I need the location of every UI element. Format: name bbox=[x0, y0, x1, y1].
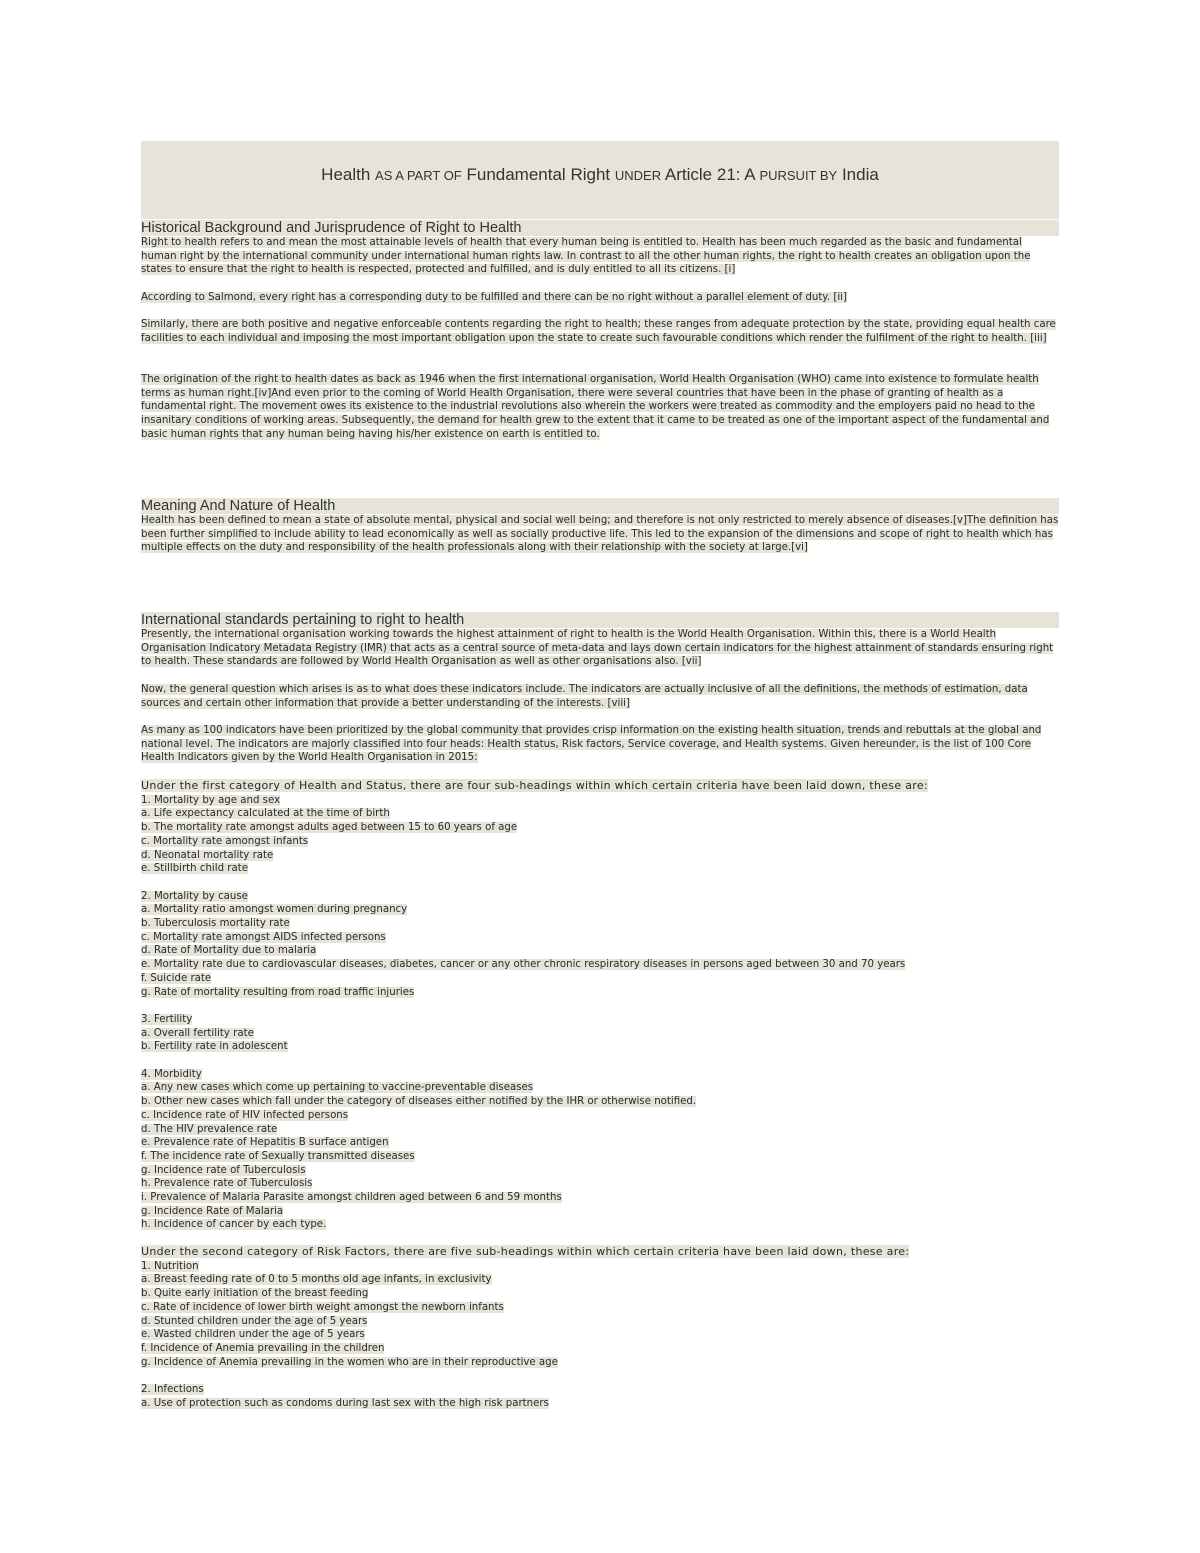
list-item: f. Suicide rate bbox=[141, 972, 212, 984]
list-item: c. Incidence rate of HIV infected persons bbox=[141, 1109, 349, 1121]
list-item: 2. Infections bbox=[141, 1384, 204, 1396]
paragraph-origination: The origination of the right to health dates as back as 1946 when the first international organisation, World Health Organisation (WHO) came into existence to formulate health terms as human right.[iv]And even prior to the coming of World Health Organisation, there were several countries that have been in the phase of granting of health as a fundamental right. The movement owes its existence to the industrial revolutions also wherein the workers were treated as commodity and the employers paid no head to the insanitary conditions of working areas. Subsequently, the demand for health grew to the extent that it came to be treated as one of the important aspect of the fundamental and basic human rights that any human being having his/her existence on earth is entitled to. bbox=[141, 374, 1050, 440]
list-item: 2. Mortality by cause bbox=[141, 890, 248, 902]
list-lead-health-status: Under the first category of Health and Status, there are four sub-headings within which certain criteria have been laid down, these are: bbox=[141, 779, 928, 792]
paragraph-right-to-health: Right to health refers to and mean the most attainable levels of health that every human being is entitled to. Health has been much regarded as the basic and fundamental human right by the international community under international human rights law. In contrast to all the other human rights, the right to health creates an obligation upon the states to ensure that the right to health is respected, protected and fulfilled, and is duly entitled to all its citizens. [i] bbox=[141, 237, 1031, 276]
list-item: a. Life expectancy calculated at the time of birth bbox=[141, 808, 390, 820]
list-item: a. Use of protection such as condoms during last sex with the high risk partners bbox=[141, 1397, 549, 1409]
list-item: b. The mortality rate amongst adults aged between 15 to 60 years of age bbox=[141, 822, 518, 834]
list-item: d. The HIV prevalence rate bbox=[141, 1123, 278, 1135]
list-item: b. Other new cases which fall under the category of diseases either notified by the IHR or otherwise notified. bbox=[141, 1096, 697, 1108]
document-title: Health AS A PART OF Fundamental Right UNDER Article 21: A PURSUIT BY India bbox=[321, 165, 879, 184]
list-item: d. Stunted children under the age of 5 years bbox=[141, 1315, 368, 1327]
health-status-list bbox=[141, 779, 1059, 1232]
list-item: 3. Fertility bbox=[141, 1013, 193, 1025]
list-item: c. Mortality rate amongst infants bbox=[141, 835, 309, 847]
paragraph-100-indicators: As many as 100 indicators have been prioritized by the global community that provides crisp information on the existing health situation, trends and rebuttals at the global and national level. The indicators are majorly classified into four heads: Health status, Risk factors, Service coverage, and Health systems. Given hereunder, is the list of 100 Core Health Indicators given by the World Health Organisation in 2015: bbox=[141, 725, 1042, 764]
list-item: f. Incidence of Anemia prevailing in the children bbox=[141, 1342, 385, 1354]
list-item: d. Rate of Mortality due to malaria bbox=[141, 945, 317, 957]
section-heading-international: International standards pertaining to right to health bbox=[141, 612, 1059, 628]
paragraph-who-imr: Presently, the international organisation working towards the highest attainment of right to health is the World Health Organisation. Within this, there is a World Health Organisation Indicatory Metadata Registry (IMR) that acts as a central source of meta-data and lays down certain indicators for the highest attainment of standards ensuring right to health. These standards are followed by World Health Organisation as well as other organisations also. [vii] bbox=[141, 629, 1054, 668]
list-item: b. Fertility rate in adolescent bbox=[141, 1041, 288, 1053]
list-item: h. Prevalence rate of Tuberculosis bbox=[141, 1178, 313, 1190]
list-item: g. Incidence Rate of Malaria bbox=[141, 1205, 284, 1217]
list-item: e. Stillbirth child rate bbox=[141, 863, 248, 875]
paragraph-indicators-question: Now, the general question which arises is as to what does these indicators include. The indicators are actually inclusive of all the definitions, the methods of estimation, data sources and certain other information that provide a better understanding of the interests. [viii] bbox=[141, 684, 1028, 709]
list-lead-risk-factors: Under the second category of Risk Factors, there are five sub-headings within which certain criteria have been laid down, these are: bbox=[141, 1245, 910, 1258]
list-item: e. Mortality rate due to cardiovascular diseases, diabetes, cancer or any other chronic respiratory diseases in persons aged between 30 and 70 years bbox=[141, 959, 906, 971]
list-item: e. Wasted children under the age of 5 years bbox=[141, 1329, 365, 1341]
list-item: 1. Nutrition bbox=[141, 1260, 199, 1272]
list-item: a. Mortality ratio amongst women during pregnancy bbox=[141, 904, 408, 916]
list-item: 1. Mortality by age and sex bbox=[141, 794, 281, 806]
list-item: g. Incidence of Anemia prevailing in the women who are in their reproductive age bbox=[141, 1356, 558, 1368]
section-heading-history: Historical Background and Jurisprudence of Right to Health bbox=[141, 220, 1059, 236]
list-item: a. Any new cases which come up pertaining to vaccine-preventable diseases bbox=[141, 1082, 534, 1094]
list-item: e. Prevalence rate of Hepatitis B surface antigen bbox=[141, 1137, 389, 1149]
paragraph-definition: Health has been defined to mean a state of absolute mental, physical and social well being; and therefore is not only restricted to merely absence of diseases.[v]The definition has been further simplified to include ability to lead economically as well as socially productive life. This led to the expansion of the dimensions and scope of right to health which has multiple effects on the duty and responsibility of the health professionals along with their relationship with the society at large.[vi] bbox=[141, 515, 1059, 554]
list-item: a. Breast feeding rate of 0 to 5 months old age infants, in exclusivity bbox=[141, 1274, 492, 1286]
list-item: c. Mortality rate amongst AIDS infected persons bbox=[141, 931, 386, 943]
risk-factors-list bbox=[141, 1245, 1059, 1410]
list-item: i. Prevalence of Malaria Parasite amongst children aged between 6 and 59 months bbox=[141, 1192, 562, 1204]
list-item: d. Neonatal mortality rate bbox=[141, 849, 274, 861]
paragraph-salmond: According to Salmond, every right has a corresponding duty to be fulfilled and there can be no right without a parallel element of duty. [ii] bbox=[141, 292, 847, 303]
list-item: b. Quite early initiation of the breast feeding bbox=[141, 1288, 369, 1300]
list-item: f. The incidence rate of Sexually transmitted diseases bbox=[141, 1150, 415, 1162]
list-item: c. Rate of incidence of lower birth weight amongst the newborn infants bbox=[141, 1301, 504, 1313]
list-item: g. Incidence rate of Tuberculosis bbox=[141, 1164, 306, 1176]
list-item: 4. Morbidity bbox=[141, 1068, 202, 1080]
list-item: a. Overall fertility rate bbox=[141, 1027, 254, 1039]
list-item: g. Rate of mortality resulting from road traffic injuries bbox=[141, 986, 415, 998]
list-item: h. Incidence of cancer by each type. bbox=[141, 1219, 327, 1231]
paragraph-positive-negative: Similarly, there are both positive and negative enforceable contents regarding the right to health; these ranges from adequate protection by the state, providing equal health care facilities to each individual and imposing the most important obligation upon the state to create such favourable conditions which render the fulfilment of the right to health. [iii] bbox=[141, 319, 1056, 344]
section-heading-meaning: Meaning And Nature of Health bbox=[141, 498, 1059, 514]
list-item: b. Tuberculosis mortality rate bbox=[141, 918, 290, 930]
